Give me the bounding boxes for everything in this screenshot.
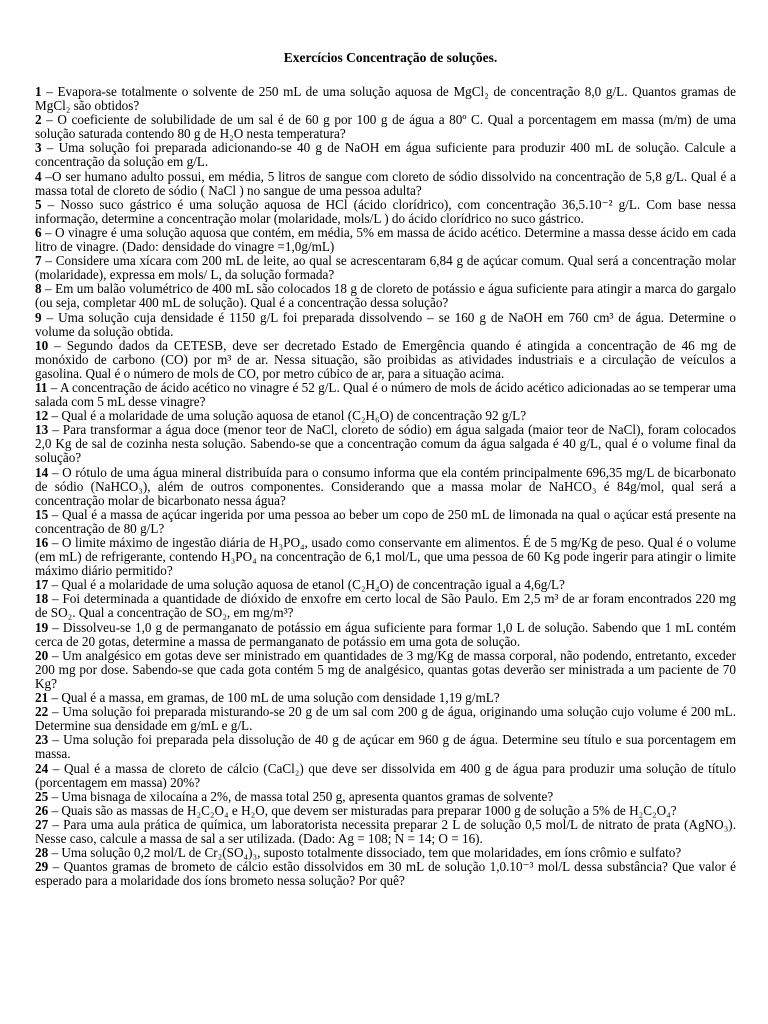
question-separator: – bbox=[48, 408, 62, 424]
question-number: 17 bbox=[35, 577, 49, 593]
question-text: Uma solução foi preparada pela dissolução de 40 g de açúcar em 960 g de água. Determine seu título e sua porcentagem em massa. bbox=[35, 732, 736, 762]
question-item bbox=[35, 804, 736, 818]
question-text: O vinagre é uma solução aquosa que contém, em média, 5% em massa de ácido acético. Determine a massa desse ácido em cada litro de vinagre. (Dado: densidade do vinagre =1,0g/mL) bbox=[35, 224, 736, 255]
question-number: 29 bbox=[35, 859, 49, 875]
question-separator: – bbox=[41, 140, 59, 156]
question-text: Em um balão volumétrico de 400 mL são colocados 18 g de cloreto de potássio e água suficiente para atingir a marca do gargalo (ou seja, completar 400 mL de solução). Qual é a concentração dessa solução? bbox=[35, 281, 736, 311]
question-item bbox=[35, 381, 736, 409]
question-text: O coeficiente de solubilidade de um sal é de 60 g por 100 g de água a 80º C. Qual a porcentagem em massa (m/m) de uma solução saturada contendo 80 g de H₂O nesta temperatura? bbox=[35, 112, 737, 142]
question-separator: – bbox=[48, 859, 64, 875]
question-number: 23 bbox=[35, 732, 49, 748]
question-separator: – bbox=[48, 845, 62, 861]
question-number: 28 bbox=[35, 845, 49, 861]
question-number: 13 bbox=[35, 422, 49, 438]
question-item bbox=[35, 860, 736, 888]
question-number: 20 bbox=[35, 647, 49, 663]
question-item bbox=[35, 311, 736, 339]
question-separator: – bbox=[41, 112, 58, 128]
question-item bbox=[35, 762, 736, 790]
question-number: 12 bbox=[35, 408, 49, 424]
question-item bbox=[35, 339, 736, 381]
question-item bbox=[35, 409, 736, 423]
question-number: 19 bbox=[35, 619, 49, 635]
question-number: 24 bbox=[35, 760, 49, 776]
question-number: 7 bbox=[35, 253, 42, 269]
question-separator: – bbox=[48, 788, 62, 804]
question-item bbox=[35, 141, 736, 169]
question-text: O rótulo de uma água mineral distribuída para o consumo informa que ela contém principalmente 696,35 mg/L de bicarbonato de sódio (NaHCO₃), além de outros componentes. Considerando que a massa molar de NaHCO₃ é 84g/mol, qual será a concentração molar de bicarbonato nessa água? bbox=[35, 464, 737, 508]
question-separator: – bbox=[48, 732, 64, 748]
question-item bbox=[35, 592, 736, 620]
question-item bbox=[35, 705, 736, 733]
question-number: 10 bbox=[35, 337, 49, 353]
question-number: 18 bbox=[35, 591, 49, 607]
question-item bbox=[35, 198, 736, 226]
question-text: O limite máximo de ingestão diária de H₃PO₄, usado como conservante em alimentos. É de 5 mg/Kg de peso. Qual é o volume (em mL) de refrigerante, contendo H₃PO₄ na concentração de 6,1 mol/L, que uma pessoa de 60 Kg pode ingerir para atingir o limite máximo diário permitido? bbox=[35, 535, 737, 579]
question-separator: – bbox=[48, 619, 63, 635]
question-item bbox=[35, 254, 736, 282]
question-number: 5 bbox=[35, 196, 42, 212]
question-separator: – bbox=[41, 196, 61, 212]
question-item bbox=[35, 113, 736, 141]
question-number: 16 bbox=[35, 535, 49, 550]
question-separator: – bbox=[48, 816, 64, 832]
question-number: 27 bbox=[35, 816, 49, 832]
question-text: Evapora-se totalmente o solvente de 250 mL de uma solução aquosa de MgCl₂ de concentração 8,0 g/L. Quantos gramas de MgCl₂ são obtidos? bbox=[35, 84, 736, 114]
question-text: Um analgésico em gotas deve ser ministrado em quantidades de 3 mg/Kg de massa corporal, não podendo, entretanto, exceder 200 mg por dose. Sabendo-se que cada gota contém 5 mg de analgésico, quantas gotas deverão ser ministrada a um paciente de 70 Kg? bbox=[35, 647, 736, 691]
question-separator: – bbox=[48, 591, 63, 607]
question-number: 4 bbox=[35, 168, 42, 184]
question-number: 26 bbox=[35, 802, 49, 818]
question-number: 25 bbox=[35, 788, 49, 804]
question-number: 22 bbox=[35, 704, 49, 720]
question-separator: – bbox=[48, 535, 62, 550]
question-item bbox=[35, 578, 736, 592]
question-number: 11 bbox=[35, 379, 48, 395]
question-number: 8 bbox=[35, 281, 42, 297]
question-number: 2 bbox=[35, 112, 42, 128]
question-separator: – bbox=[48, 506, 62, 522]
question-separator: – bbox=[41, 253, 56, 269]
question-item bbox=[35, 846, 736, 860]
question-text: Uma solução foi preparada misturando-se 20 g de um sal com 200 g de água, originando uma solução cujo volume é 200 mL. Determine sua densidade em g/mL e g/L. bbox=[35, 704, 736, 734]
question-text: Segundo dados da CETESB, deve ser decretado Estado de Emergência quando é atingida a concentração de 46 mg de monóxido de carbono (CO) por m³ de ar. Nessa situação, são proibidas as atividades industriais e a circulação de veículos a gasolina. Qual é o número de mols de CO, por metro cúbico de ar, para a situação acima. bbox=[35, 337, 736, 381]
question-number: 21 bbox=[35, 690, 49, 706]
question-text: Qual é a massa, em gramas, de 100 mL de uma solução com densidade 1,19 g/mL? bbox=[61, 690, 500, 706]
question-separator: – bbox=[48, 802, 62, 818]
question-item bbox=[35, 733, 736, 761]
question-text: Considere uma xícara com 200 mL de leite, ao qual se acrescentaram 6,84 g de açúcar comum. Qual será a concentração molar (molaridade), expressa em mols/ L, da solução formada? bbox=[35, 253, 737, 283]
question-text: Quantos gramas de brometo de cálcio estão dissolvidos em 30 mL de solução 1,0.10⁻³ mol/L dessa substância? Que valor é esperado para a molaridade dos íons brometo nessa solução? Por quê? bbox=[35, 859, 737, 889]
question-text: Qual é a massa de açúcar ingerida por uma pessoa ao beber um copo de 250 mL de limonada na qual o açúcar está presente na concentração de 80 g/L? bbox=[35, 506, 736, 536]
question-list bbox=[35, 85, 736, 888]
question-item bbox=[35, 85, 736, 113]
question-text: Para uma aula prática de química, um laboratorista necessita preparar 2 L de solução 0,5 mol/L de nitrato de prata (AgNO₃). Nesse caso, calcule a massa de sal a ser utilizada. (Dado: Ag = 108; N = 14; O = 16). bbox=[35, 816, 736, 846]
question-separator: – bbox=[47, 379, 60, 395]
question-text: Uma solução cuja densidade é 1150 g/L foi preparada dissolvendo – se 160 g de NaOH em 760 cm³ de água. Determine o volume da solução obtida. bbox=[35, 309, 737, 339]
question-text: Para transformar a água doce (menor teor de NaCl, cloreto de sódio) em água salgada (maior teor de NaCl), foram colocados 2,0 Kg de sal de cozinha nesta solução. Sabendo-se que a concentração comum da água salgada é 40 g/L, qual é o volume final da solução? bbox=[35, 422, 736, 466]
question-text: Qual é a molaridade de uma solução aquosa de etanol (C₂H₆O) de concentração 92 g/L? bbox=[61, 408, 527, 424]
question-number: 6 bbox=[35, 224, 42, 240]
question-separator: – bbox=[48, 647, 63, 663]
question-text: O ser humano adulto possui, em média, 5 litros de sangue com cloreto de sódio dissolvido na concentração de 5,8 g/L. Qual é a massa total de cloreto de sódio ( NaCl ) no sangue de uma pessoa adulta? bbox=[35, 168, 737, 198]
question-number: 15 bbox=[35, 506, 49, 522]
question-text: Uma solução 0,2 mol/L de Cr₂(SO₄)₃, suposto totalmente dissociado, tem que molaridades, em íons crômio e sulfato? bbox=[61, 845, 682, 861]
question-item bbox=[35, 818, 736, 846]
question-item bbox=[35, 649, 736, 691]
question-text: Foi determinada a quantidade de dióxido de enxofre em certo local de São Paulo. Em 2,5 m³ de ar foram encontrados 220 mg de SO₂. Qual a concentração de SO₂, em mg/m³? bbox=[35, 591, 737, 621]
question-number: 9 bbox=[35, 309, 42, 325]
question-separator: – bbox=[48, 337, 67, 353]
question-item bbox=[35, 508, 736, 536]
question-separator: – bbox=[48, 577, 62, 593]
question-item bbox=[35, 170, 736, 198]
question-separator: – bbox=[48, 422, 63, 438]
question-number: 3 bbox=[35, 140, 42, 156]
question-text: Dissolveu-se 1,0 g de permanganato de potássio em água suficiente para formar 1,0 L de solução. Sabendo que 1 mL contém cerca de 20 gotas, determine a massa de permanganato de potássio em uma gota de solução. bbox=[35, 619, 736, 649]
question-text: Uma solução foi preparada adicionando-se 40 g de NaOH em água suficiente para produzir 400 mL de solução. Calcule a concentração da solução em g/L. bbox=[35, 140, 737, 170]
question-text: Qual é a molaridade de uma solução aquosa de etanol (C₂H₄O) de concentração igual a 4,6g/L? bbox=[61, 577, 565, 593]
question-text: Uma bisnaga de xilocaína a 2%, de massa total 250 g, apresenta quantos gramas de solvente? bbox=[61, 788, 554, 804]
question-item bbox=[35, 282, 736, 310]
question-separator: – bbox=[41, 84, 58, 99]
question-separator: – bbox=[41, 224, 56, 240]
question-text: Qual é a massa de cloreto de cálcio (CaCl₂) que deve ser dissolvida em 400 g de água para produzir uma solução de título (porcentagem em massa) 20%? bbox=[35, 760, 736, 790]
question-separator: – bbox=[48, 760, 64, 776]
question-text: Quais são as massas de H₂C₂O₄ e H₂O, que devem ser misturadas para preparar 1000 g de solução a 5% de H₂C₂O₄? bbox=[61, 802, 677, 818]
question-text: Nosso suco gástrico é uma solução aquosa de HCl (ácido clorídrico), com concentração 36,5.10⁻² g/L. Com base nessa informação, determine a concentração molar (molaridade, mols/L ) do ácido clorídrico no suco gástrico. bbox=[35, 196, 737, 226]
question-separator: – bbox=[48, 690, 62, 706]
question-separator: – bbox=[48, 704, 63, 720]
question-number: 1 bbox=[35, 84, 42, 99]
question-item bbox=[35, 226, 736, 254]
question-item bbox=[35, 621, 736, 649]
document-title: Exercícios Concentração de soluções. bbox=[283, 50, 498, 65]
question-separator: – bbox=[41, 168, 53, 184]
question-item bbox=[35, 536, 736, 578]
question-item bbox=[35, 790, 736, 804]
question-separator: – bbox=[41, 309, 59, 325]
question-number: 14 bbox=[35, 464, 49, 480]
question-separator: – bbox=[48, 464, 63, 480]
question-item bbox=[35, 423, 736, 465]
question-separator: – bbox=[41, 281, 56, 297]
question-item bbox=[35, 691, 736, 705]
question-item bbox=[35, 466, 736, 508]
question-text: A concentração de ácido acético no vinagre é 52 g/L. Qual é o número de mols de ácido acético adicionadas ao se temperar uma salada com 5 mL desse vinagre? bbox=[35, 379, 737, 410]
